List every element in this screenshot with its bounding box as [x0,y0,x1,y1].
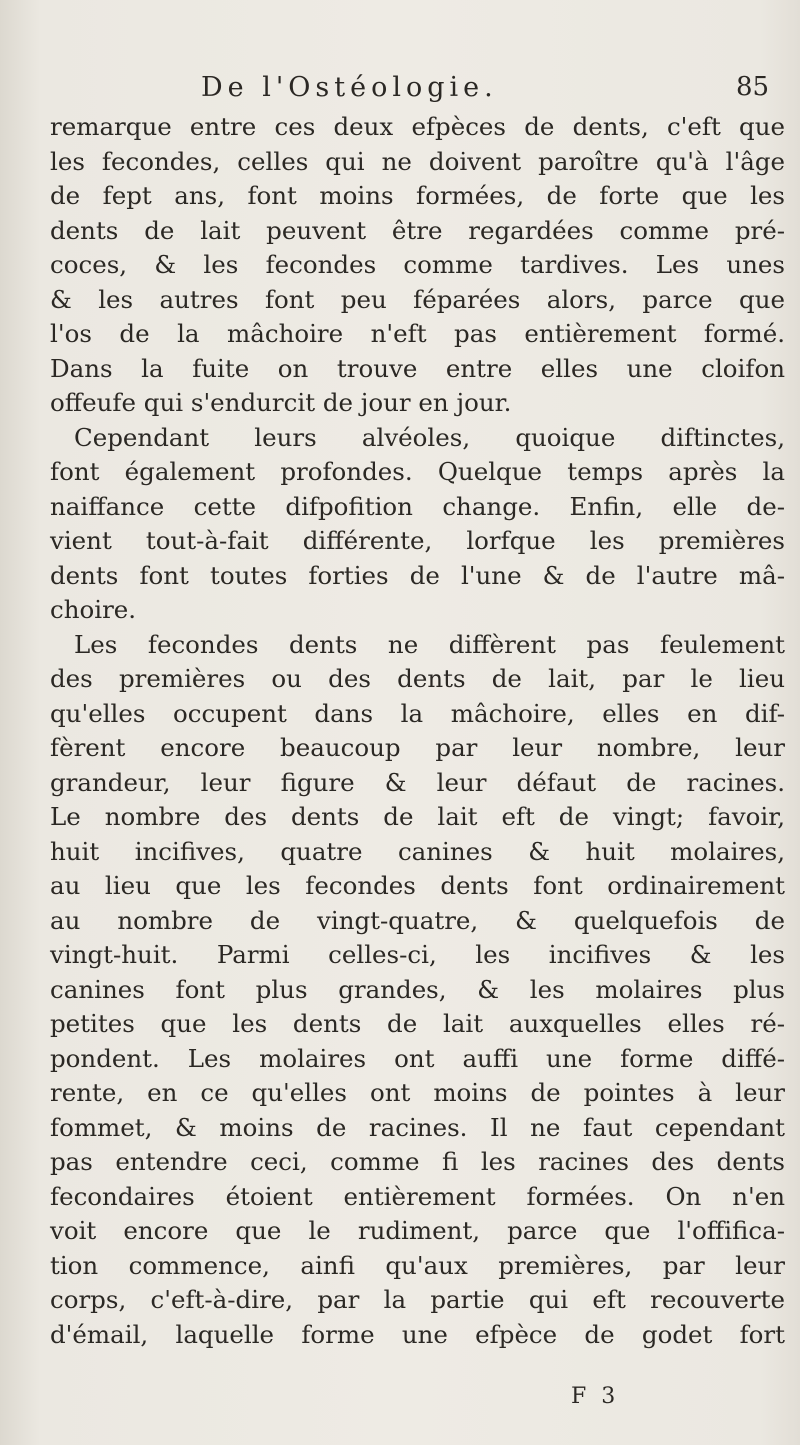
page-number: 85 [736,72,770,102]
text-line: l'os de la mâchoire n'eft pas entièrement formé. [50,319,785,348]
text-line: au nombre de vingt-quatre, & quelquefois de [50,905,785,935]
text-line: grandeur, leur figure & leur défaut de racines. [50,767,785,797]
text-line: au lieu que les fecondes dents font ordinairement [50,871,785,900]
text-line: voit encore que le rudiment, parce que l'offifica- [50,1216,785,1245]
text-line: corps, c'eft-à-dire, par la partie qui eft recouverte [50,1285,785,1314]
text-line: des premières ou des dents de lait, par le lieu [50,664,785,693]
paragraph-start-line: Cependant leurs alvéoles, quoique diftinctes, [74,422,785,452]
text-line: Dans la fuite on trouve entre elles une cloifon [50,353,785,383]
text-line: & les autres font peu féparées alors, parce que [50,284,785,314]
text-line: d'émail, laquelle forme une efpèce de godet fort [50,1319,785,1349]
text-line: dents de lait peuvent être regardées comme pré- [50,215,785,245]
text-line: de fept ans, font moins formées, de forte que les [50,181,785,210]
text-line: choire. [50,595,137,624]
text-line: les fecondes, celles qui ne doivent paroître qu'à l'âge [50,146,785,176]
text-line: remarque entre ces deux efpèces de dents, c'eft que [50,112,785,141]
text-line: huit incifives, quatre canines & huit molaires, [50,836,785,866]
text-line: rente, en ce qu'elles ont moins de pointes à leur [50,1078,785,1107]
text-line: fèrent encore beaucoup par leur nombre, leur [50,733,785,762]
text-line: Le nombre des dents de lait eft de vingt; favoir, [50,802,785,831]
body-text [50,110,785,1352]
text-line: fecondaires étoient entièrement formées. On n'en [50,1181,785,1211]
text-line: canines font plus grandes, & les molaires plus [50,974,785,1004]
text-line: fommet, & moins de racines. Il ne faut cependant [50,1112,785,1142]
text-line: pondent. Les molaires ont auffi une forme diffé- [50,1043,785,1073]
text-line: petites que les dents de lait auxquelles elles ré- [50,1009,785,1038]
paragraph-start-line: Les fecondes dents ne diffèrent pas feulement [74,629,785,659]
running-title: De l'Ostéologie. [201,72,498,103]
page-header [0,72,800,112]
text-line: pas entendre ceci, comme fi les racines des dents [50,1147,785,1176]
text-line: dents font toutes forties de l'une & de l'autre mâ- [50,560,785,590]
text-line: coces, & les fecondes comme tardives. Les unes [50,250,785,279]
text-line: tion commence, ainfi qu'aux premières, par leur [50,1250,785,1280]
text-line: offeufe qui s'endurcit de jour en jour. [50,388,512,417]
text-line: naiffance cette difpofition change. Enfin, elle de- [50,491,785,521]
signature-mark: F 3 [571,1384,620,1409]
text-line: vingt-huit. Parmi celles-ci, les incifives & les [50,940,785,969]
text-line: qu'elles occupent dans la mâchoire, elles en dif- [50,698,785,728]
text-line: vient tout-à-fait différente, lorfque les premières [50,526,785,555]
text-line: font également profondes. Quelque temps après la [50,457,785,486]
